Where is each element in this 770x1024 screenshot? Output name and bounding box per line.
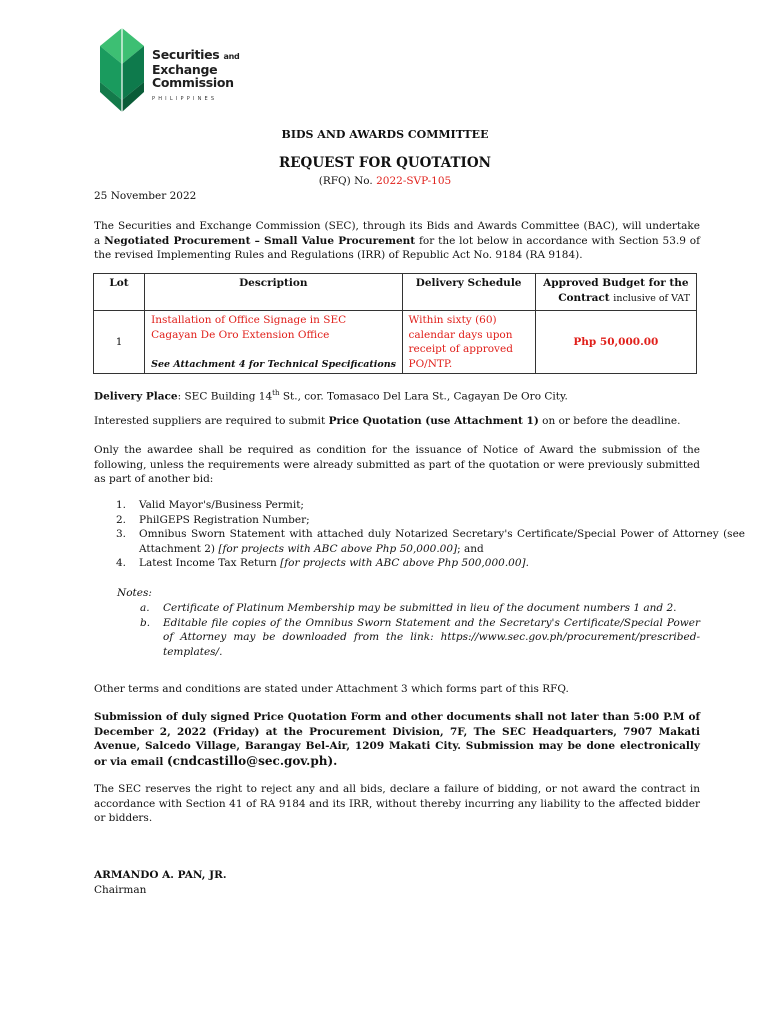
sec-logo xyxy=(92,26,242,116)
note-letter: a. xyxy=(140,602,150,614)
list-item-italic: [for projects with ABC above Php 500,000.00]. xyxy=(280,557,529,569)
submit-text-1: Interested suppliers are required to submit xyxy=(94,415,329,427)
header-lot: Lot xyxy=(94,274,145,311)
header-description: Description xyxy=(145,274,402,311)
awardee-paragraph: Only the awardee shall be required as condition for the issuance of Notice of Award the submission of the following, unless the requirements were already submitted as part of the quotation or were previously submitted as part of another bid: xyxy=(94,444,700,485)
lot-table xyxy=(93,273,697,374)
list-item-after: ; and xyxy=(457,542,484,555)
other-terms: Other terms and conditions are stated under Attachment 3 which forms part of this RFQ. xyxy=(94,683,569,695)
note-item xyxy=(140,601,700,616)
reserve-paragraph: The SEC reserves the right to reject any and all bids, declare a failure of bidding, or not award the contract in accordance with Section 41 of RA 9184 and its IRR, without thereby incurring any liability to the affected bidder or bidders. xyxy=(94,783,700,824)
document-date: 25 November 2022 xyxy=(94,190,197,202)
list-item-text: Valid Mayor's/Business Permit; xyxy=(139,499,304,511)
note-item xyxy=(140,616,700,660)
cell-budget: Php 50,000.00 xyxy=(535,311,696,374)
list-item-number: 2. xyxy=(116,513,127,526)
deadline-text: Submission of duly signed Price Quotation Form and other documents shall not later than 5:00 P.M of December 2, 2022 (Friday) at the Procurement Division, 7F, The SEC Headquarters, 7907 Makati Avenue, Salcedo Village, Barangay Bel-Air, 1209 Makati City. Submission may be done electronically or via email xyxy=(94,711,700,768)
logo-country: PHILIPPINES xyxy=(152,96,218,102)
delivery-place-sup: th xyxy=(272,389,280,397)
submit-paragraph xyxy=(94,414,700,429)
intro-paragraph xyxy=(94,219,700,263)
list-item-italic: [for projects with ABC above Php 50,000.00] xyxy=(218,542,458,555)
header-delivery: Delivery Schedule xyxy=(402,274,535,311)
list-item-text: Omnibus Sworn Statement with attached duly Notarized Secretary's Certificate/Special Power of Attorney (see Attachment 2) xyxy=(139,528,745,555)
list-item-text: Latest Income Tax Return xyxy=(139,557,281,569)
logo-and: and xyxy=(223,52,240,61)
list-item xyxy=(116,527,745,556)
requirements-list xyxy=(94,498,745,571)
delivery-place xyxy=(94,386,700,404)
delivery-place-label: Delivery Place xyxy=(94,390,178,403)
header-budget-note: inclusive of VAT xyxy=(613,292,690,304)
note-text: Certificate of Platinum Membership may be submitted in lieu of the document numbers 1 and 2. xyxy=(163,602,677,614)
note-letter: b. xyxy=(140,616,151,629)
note-text: Editable file copies of the Omnibus Sworn Statement and the Secretary's Certificate/Special Power of Attorney may be downloaded from the link: https://www.sec.gov.ph/procurement/prescribed-templates/. xyxy=(163,616,700,658)
logo-line-exchange: Exchange xyxy=(152,62,218,77)
signatory-name: ARMANDO A. PAN, JR. xyxy=(94,869,227,881)
deadline-email: (cndcastillo@sec.gov.ph). xyxy=(166,753,338,768)
notes-list xyxy=(140,601,700,659)
logo-line-securities: Securities xyxy=(152,47,220,62)
rfq-number-line xyxy=(0,174,770,189)
list-item xyxy=(116,498,745,513)
deadline-paragraph xyxy=(94,710,700,769)
header-budget-contract: Contract xyxy=(558,291,610,304)
cell-description xyxy=(145,311,402,374)
item-description: Installation of Office Signage in SEC Cagayan De Oro Extension Office xyxy=(151,314,347,341)
rfq-number: 2022-SVP-105 xyxy=(376,175,452,187)
header-budget-line1: Approved Budget for the xyxy=(543,277,689,289)
cell-lot: 1 xyxy=(94,311,145,374)
table-header-row xyxy=(94,274,697,311)
list-item-number: 4. xyxy=(116,557,127,569)
sec-logo-wordmark xyxy=(152,48,239,107)
list-item-number: 1. xyxy=(116,499,127,511)
intro-text-1: The Securities and Exchange Commission (SEC), through its Bids and Awards Committee (BAC), will undertake a xyxy=(94,220,700,247)
submit-text-2: on or before the deadline. xyxy=(538,415,681,427)
rfq-prefix: (RFQ) No. xyxy=(318,175,373,187)
page-title: REQUEST FOR QUOTATION xyxy=(279,155,491,171)
delivery-place-text-2: St., cor. Tomasaco Del Lara St., Cagayan De Oro City. xyxy=(279,390,568,403)
spec-reference: See Attachment 4 for Technical Specifications xyxy=(151,358,396,370)
header-budget xyxy=(535,274,696,311)
intro-text-2: for the lot below in accordance with Section 53.9 of the revised Implementing Rules and Regulations (IRR) of Republic Act No. 9184 (RA 9184). xyxy=(94,234,700,261)
cell-delivery: Within sixty (60) calendar days upon receipt of approved PO/NTP. xyxy=(402,311,535,374)
list-item xyxy=(116,556,745,571)
list-item-number: 3. xyxy=(116,528,127,540)
list-item-text: PhilGEPS Registration Number; xyxy=(139,513,310,526)
intro-procurement-type: Negotiated Procurement – Small Value Procurement xyxy=(104,234,416,247)
notes-label: Notes: xyxy=(117,587,152,599)
submit-text-bold: Price Quotation (use Attachment 1) xyxy=(328,415,539,427)
table-row xyxy=(94,311,697,374)
signatory-title: Chairman xyxy=(94,884,147,896)
logo-line-commission: Commission xyxy=(152,75,234,90)
delivery-place-text: : SEC Building 14 xyxy=(177,390,273,403)
list-item xyxy=(116,513,745,528)
sec-logo-mark-icon xyxy=(92,26,152,116)
committee-heading: BIDS AND AWARDS COMMITTEE xyxy=(281,128,489,141)
